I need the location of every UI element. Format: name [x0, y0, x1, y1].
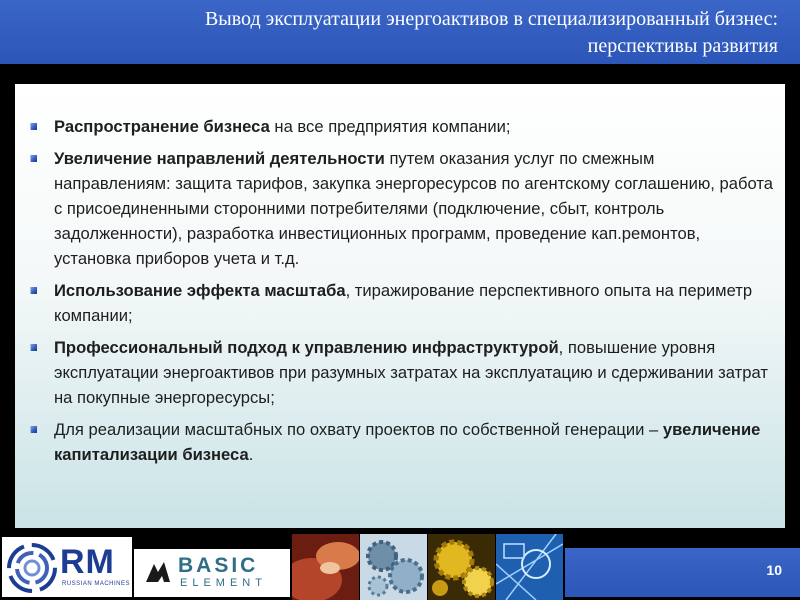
bullet-bold-text: Увеличение направлений деятельности — [54, 149, 385, 168]
bullet-item — [29, 417, 774, 467]
bullet-text: , повышение уровня эксплуатации энергоактивов при разумных затратах на эксплуатацию и сдерживании затрат на покупные энергоресурсы; — [54, 338, 768, 407]
bullet-bold-text: Распространение бизнеса — [54, 117, 270, 136]
rm-logo-subtext: RUSSIAN MACHINES — [62, 581, 131, 587]
bullet-item — [29, 114, 774, 139]
photo-turbine-image — [292, 534, 359, 600]
bullet-text-before: Для реализации масштабных по охвату проектов по собственной генерации – — [54, 420, 663, 439]
slide-title — [78, 6, 778, 60]
bullet-marker-icon — [30, 155, 37, 162]
photo-blueprint-image — [496, 534, 563, 600]
bullet-marker-icon — [30, 123, 37, 130]
rm-logo-text: RM — [60, 543, 115, 581]
bullet-marker-icon — [30, 287, 37, 294]
be-logo-sub-text: ELEMENT — [180, 577, 267, 589]
title-line-2: перспективы развития — [587, 35, 778, 57]
bullet-text: , тиражирование перспективного опыта на периметр компании; — [54, 281, 753, 325]
bullet-marker-icon — [30, 426, 37, 433]
photo-strip — [292, 534, 564, 600]
bullet-bold-text: Использование эффекта масштаба — [54, 281, 346, 300]
content-panel — [15, 84, 785, 528]
basic-element-logo — [134, 549, 290, 597]
bullet-text: на все предприятия компании; — [269, 117, 511, 136]
photo-gears-image — [360, 534, 427, 600]
bullet-bold-text: увеличение капитализации бизнеса — [54, 420, 761, 464]
page-number-bar — [565, 548, 800, 597]
rm-swirl-icon — [6, 542, 58, 594]
bullet-text: . — [248, 445, 254, 464]
basic-element-mark-icon — [142, 558, 174, 588]
bullet-item — [29, 335, 774, 410]
bullet-item — [29, 278, 774, 328]
be-logo-main-text: BASIC — [178, 554, 259, 577]
bullet-marker-icon — [30, 344, 37, 351]
photo-gold-gears-image — [428, 534, 495, 600]
page-number: 10 — [766, 562, 782, 578]
bullet-list — [29, 114, 774, 474]
bullet-bold-text: Профессиональный подход к управлению инфраструктурой — [54, 338, 559, 357]
slide-header — [0, 0, 800, 64]
bullet-text: путем оказания услуг по смежным направлениям: защита тарифов, закупка энергоресурсов по агентскому соглашению, работа с присоединенными сторонними потребителями (подключение, сбыт, контроль задолженности), разработка инвестиционных программ, проведение кап.ремонтов, установка приборов учета и т.д. — [54, 149, 773, 268]
title-line-1: Вывод эксплуатации энергоактивов в специализированный бизнес: — [204, 8, 778, 30]
russian-machines-logo — [2, 537, 132, 597]
bullet-item — [29, 146, 774, 271]
